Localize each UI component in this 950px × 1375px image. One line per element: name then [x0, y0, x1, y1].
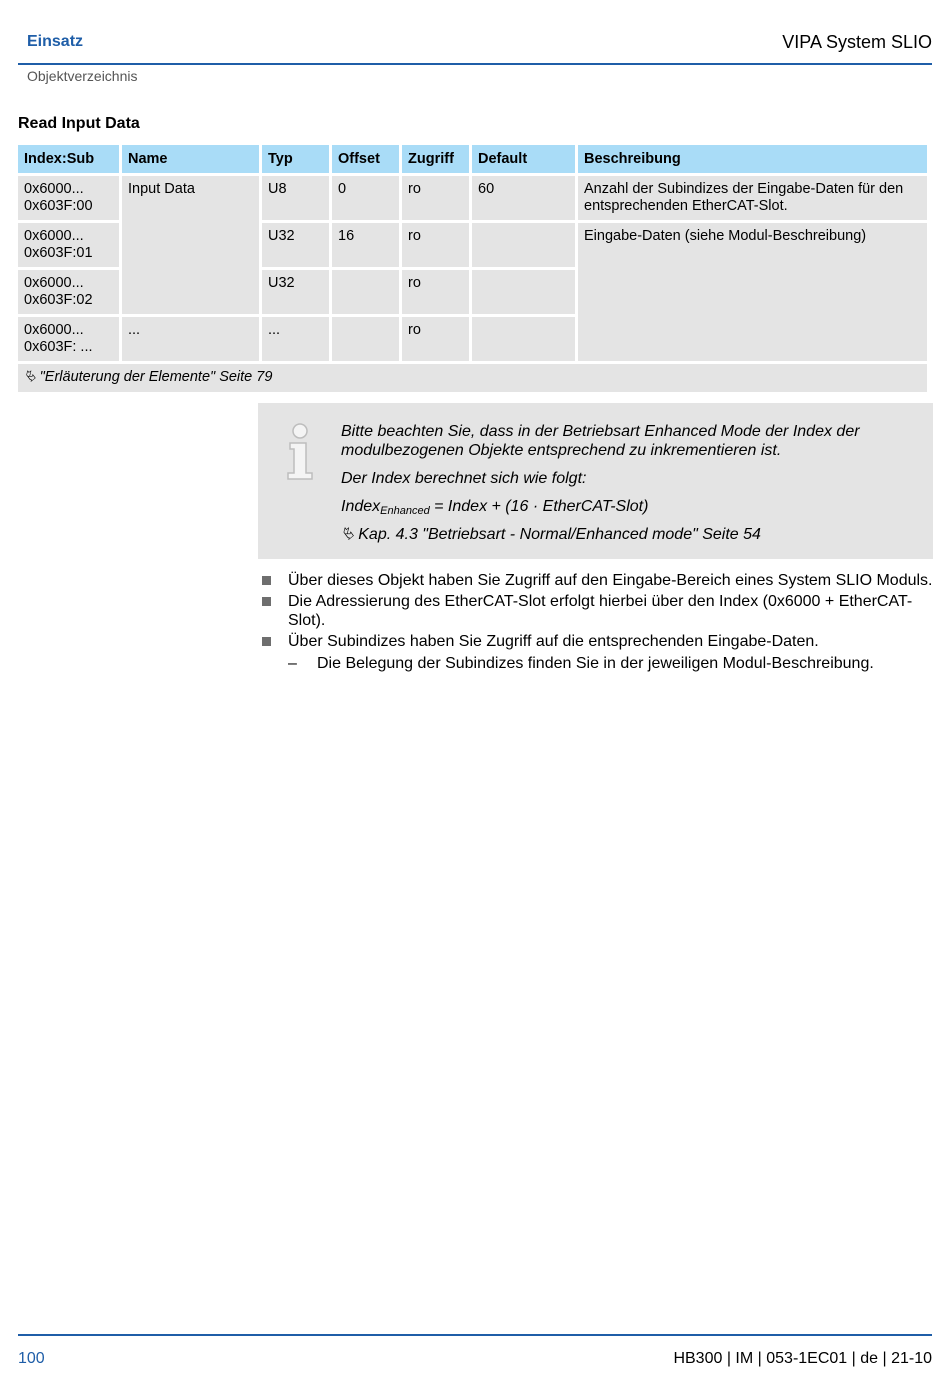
cell-beschreibung: Anzahl der Subindizes der Eingabe-Daten für den entsprechenden EtherCAT-Slot. [578, 176, 927, 220]
cell-zugriff: ro [402, 270, 469, 314]
table-header-row [18, 145, 927, 173]
cell-name: Input Data [122, 176, 259, 314]
square-bullet-icon [262, 637, 271, 646]
col-header-offset: Offset [332, 145, 399, 173]
cell-default [472, 317, 575, 361]
cell-index: 0x6000... 0x603F:00 [18, 176, 119, 220]
list-item [258, 592, 933, 630]
cell-index: 0x6000... 0x603F:01 [18, 223, 119, 267]
dash-marker: – [288, 655, 297, 672]
cell-zugriff: ro [402, 223, 469, 267]
formula-subscript: Enhanced [380, 505, 430, 517]
table-footer-row [18, 364, 927, 392]
note-link-text[interactable]: Kap. 4.3 "Betriebsart - Normal/Enhanced mode" Seite 54 [358, 526, 761, 543]
header-section-title: Einsatz [27, 33, 84, 50]
cell-typ: ... [262, 317, 329, 361]
section-title: Read Input Data [18, 115, 140, 132]
col-header-default: Default [472, 145, 575, 173]
note-formula [341, 497, 911, 516]
cell-index: 0x6000... 0x603F: ... [18, 317, 119, 361]
formula-rest: = Index + (16 · EtherCAT-Slot) [429, 498, 649, 515]
cell-zugriff: ro [402, 317, 469, 361]
sub-list-item [258, 654, 933, 673]
formula-prefix: Index [341, 498, 381, 515]
square-bullet-icon [262, 597, 271, 606]
table-footer-link[interactable] [18, 364, 927, 392]
cell-default [472, 270, 575, 314]
object-table [15, 142, 930, 395]
page-number: 100 [18, 1350, 45, 1367]
square-bullet-icon [262, 576, 271, 585]
sub-list-item-text: Die Belegung der Subindizes finden Sie in der jeweiligen Modul-Beschreibung. [317, 655, 874, 672]
list-item-text: Über dieses Objekt haben Sie Zugriff auf den Eingabe-Bereich eines System SLIO Moduls. [288, 572, 933, 589]
header-product-name: VIPA System SLIO [782, 32, 932, 52]
list-item [258, 632, 933, 651]
cell-typ: U32 [262, 270, 329, 314]
note-paragraph-1: Bitte beachten Sie, dass in der Betriebsart Enhanced Mode der Index der modulbezogenen Objekte entsprechend zu inkrementieren ist. [341, 423, 860, 459]
note-paragraph-2: Der Index berechnet sich wie folgt: [341, 470, 587, 487]
footer-rule [18, 1334, 932, 1336]
cell-default [472, 223, 575, 267]
note-link[interactable] [341, 525, 911, 544]
cell-default: 60 [472, 176, 575, 220]
cell-name: ... [122, 317, 259, 361]
col-header-beschreibung: Beschreibung [578, 145, 927, 173]
note-text [341, 422, 911, 553]
col-header-typ: Typ [262, 145, 329, 173]
cell-offset: 0 [332, 176, 399, 220]
table-footer-link-text[interactable]: "Erläuterung der Elemente" Seite 79 [39, 369, 273, 385]
cell-beschreibung: Eingabe-Daten (siehe Modul-Beschreibung) [578, 223, 927, 361]
cell-index: 0x6000... 0x603F:02 [18, 270, 119, 314]
table-row [18, 176, 927, 220]
col-header-name: Name [122, 145, 259, 173]
cross-reference-icon: ⮱ [24, 369, 40, 385]
cross-reference-icon: ⮱ [341, 526, 359, 543]
document-id: HB300 | IM | 053-1EC01 | de | 21-10 [673, 1350, 932, 1367]
list-item-text: Über Subindizes haben Sie Zugriff auf die entsprechenden Eingabe-Daten. [288, 633, 819, 650]
header-rule [18, 63, 932, 65]
bullet-list [258, 571, 933, 673]
cell-typ: U32 [262, 223, 329, 267]
list-item [258, 571, 933, 590]
header-subsection: Objektverzeichnis [27, 68, 138, 84]
list-item-text: Die Adressierung des EtherCAT-Slot erfolgt hierbei über den Index (0x6000 + EtherCAT-Slot). [288, 593, 913, 629]
info-note-box [258, 403, 933, 559]
col-header-zugriff: Zugriff [402, 145, 469, 173]
cell-offset: 16 [332, 223, 399, 267]
cell-offset [332, 317, 399, 361]
cell-zugriff: ro [402, 176, 469, 220]
info-icon [282, 423, 318, 481]
col-header-index: Index:Sub [18, 145, 119, 173]
cell-offset [332, 270, 399, 314]
cell-typ: U8 [262, 176, 329, 220]
